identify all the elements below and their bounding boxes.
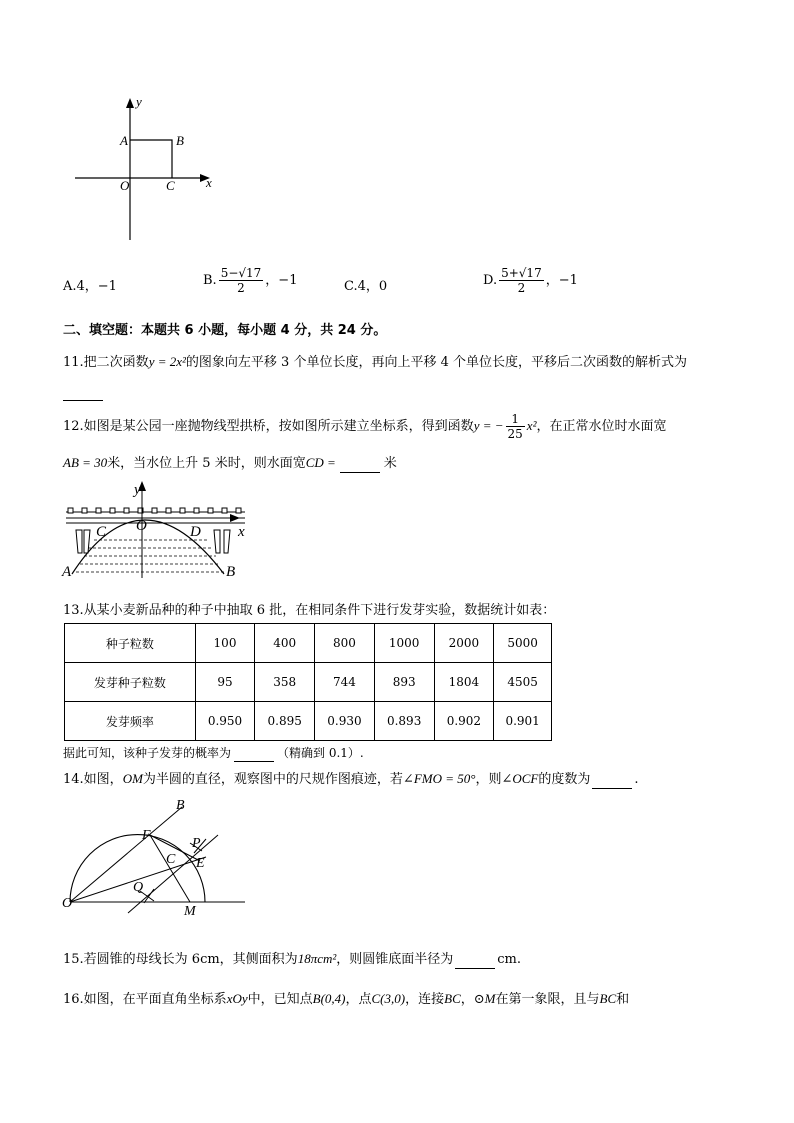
- question-12-line2: AB = 30米，当水位上升 5 米时，则水面宽CD = 米: [63, 455, 397, 471]
- table-cell: 0.895: [255, 702, 315, 741]
- q11-answer-blank[interactable]: [63, 384, 103, 401]
- q10-label-c: C: [166, 178, 175, 193]
- q13-conclusion: 据此可知，该种子发芽的概率为 （精确到 0.1）.: [63, 746, 364, 760]
- q14-label-p: P: [192, 836, 201, 851]
- q10-label-y: y: [136, 94, 142, 109]
- q13-table: [64, 623, 552, 741]
- q12-answer-blank[interactable]: [340, 458, 380, 473]
- q14-label-o: O: [62, 896, 73, 911]
- q14-semicircle-figure: [60, 795, 260, 920]
- table-header-cell: 发芽频率: [65, 702, 196, 741]
- q14-label-m: M: [184, 904, 196, 919]
- table-cell: 1000: [374, 624, 434, 663]
- table-cell: 100: [195, 624, 255, 663]
- table-cell: 893: [374, 663, 434, 702]
- section-title: 二、填空题：本题共 6 小题，每小题 4 分，共 24 分。: [63, 323, 387, 338]
- q14-label-f: F: [142, 828, 151, 843]
- q12-arch: [72, 520, 224, 574]
- question-14: 14.如图，OM为半圆的直径，观察图中的尺规作图痕迹，若∠FMO = 50°，则∠OCF的度数为 .: [63, 771, 639, 787]
- table-cell: 800: [315, 624, 375, 663]
- table-row: [65, 663, 552, 702]
- table-cell: 358: [255, 663, 315, 702]
- table-cell: 0.902: [434, 702, 494, 741]
- q12-label-b: B: [226, 564, 236, 580]
- q10-rectangle: [130, 140, 172, 178]
- q10-label-b: B: [176, 133, 184, 148]
- table-row: [65, 702, 552, 741]
- q12-water-lines: [76, 540, 226, 572]
- q10-option-c: C.4，0: [344, 279, 388, 294]
- table-cell: 744: [315, 663, 375, 702]
- q12-label-c: C: [96, 524, 107, 540]
- q14-label-b: B: [176, 798, 185, 813]
- question-15: 15.若圆锥的母线长为 6cm，其侧面积为18πcm²，则圆锥底面半径为 cm.: [63, 951, 522, 967]
- table-row: [65, 624, 552, 663]
- q12-label-a: A: [62, 564, 72, 580]
- table-header-cell: 发芽种子粒数: [65, 663, 196, 702]
- q14-label-e: E: [196, 856, 205, 871]
- table-cell: 0.930: [315, 702, 375, 741]
- table-cell: 5000: [494, 624, 552, 663]
- q10-option-b: B. $\frac{5-√17}{2}$ ，−1: [203, 266, 298, 295]
- q12-label-x: x: [238, 524, 245, 540]
- question-11: 11.把二次函数y = 2x²的图象向左平移 3 个单位长度，再向上平移 4 个单位长度，平移后二次函数的解析式为: [63, 354, 687, 370]
- table-cell: 0.893: [374, 702, 434, 741]
- q10-label-a: A: [120, 133, 128, 148]
- q15-answer-blank[interactable]: [455, 954, 495, 969]
- q14-label-q: Q: [133, 880, 144, 895]
- q10-label-x: x: [206, 175, 212, 190]
- table-cell: 400: [255, 624, 315, 663]
- q10-label-o: O: [120, 178, 130, 193]
- q13-answer-blank[interactable]: [234, 747, 274, 762]
- table-header-cell: 种子粒数: [65, 624, 196, 663]
- q12-label-o: O: [136, 518, 147, 534]
- table-cell: 2000: [434, 624, 494, 663]
- table-cell: 1804: [434, 663, 494, 702]
- table-cell: 0.950: [195, 702, 255, 741]
- table-cell: 0.901: [494, 702, 552, 741]
- question-16: 16.如图，在平面直角坐标系xOy中，已知点B(0,4)，点C(3,0)，连接BC，⊙M在第一象限，且与BC和: [63, 991, 630, 1007]
- q10-option-d: D. $\frac{5+√17}{2}$ ，−1: [483, 266, 578, 295]
- q12-label-y: y: [134, 482, 141, 498]
- q12-bridge-figure: [60, 478, 260, 586]
- table-cell: 4505: [494, 663, 552, 702]
- q14-answer-blank[interactable]: [592, 774, 632, 789]
- q12-label-d: D: [190, 524, 201, 540]
- table-cell: 95: [195, 663, 255, 702]
- q10-option-a: A.4，−1: [63, 279, 117, 294]
- question-13: 13.从某小麦新品种的种子中抽取 6 批，在相同条件下进行发芽实验，数据统计如表：: [63, 603, 556, 618]
- question-12-line1: 12.如图是某公园一座抛物线型拱桥，按如图所示建立坐标系，得到函数y = − $\frac{1}{25}$ x²，在正常水位时水面宽: [63, 412, 667, 441]
- q10-coordinate-figure: [60, 90, 230, 250]
- q14-label-c: C: [166, 852, 176, 867]
- q10-y-arrow: [126, 98, 134, 108]
